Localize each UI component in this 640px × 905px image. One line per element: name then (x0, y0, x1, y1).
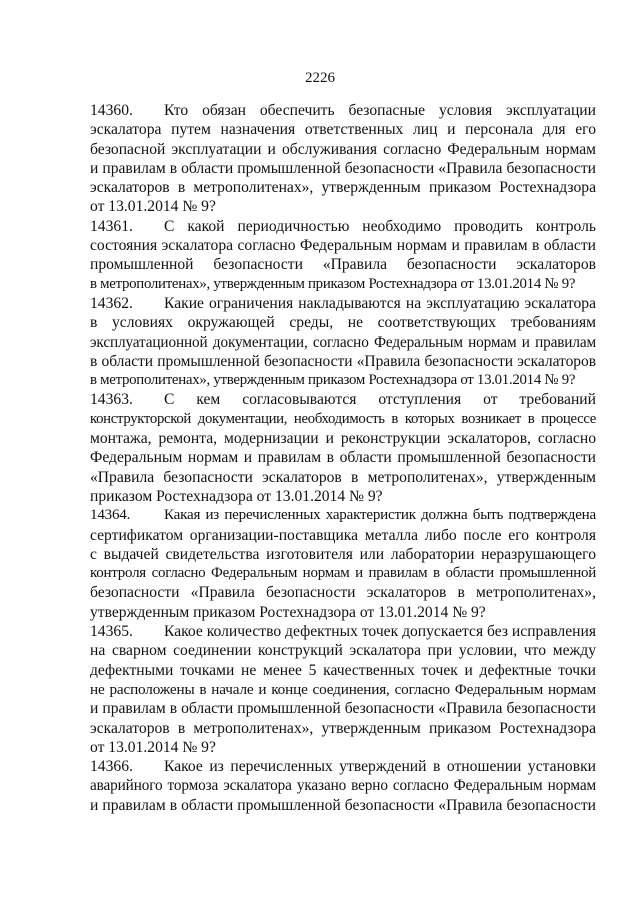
question-text-line: приказом Ростехнадзора от 13.01.2014 № 9? (90, 487, 383, 505)
question-text-line: дефектными точками не менее 5 качественных точек и дефектные точки (90, 661, 596, 679)
question-text-line: «Правила безопасности эскалаторов в метрополитенах», утвержденным (90, 468, 596, 486)
question-text: Какое из перечисленных утверждений в отношении установки (164, 758, 596, 776)
question-14362 (90, 294, 596, 390)
question-number: 14361. (90, 217, 133, 235)
question-text: Кто обязан обеспечить безопасные условия эксплуатации (164, 102, 596, 119)
question-text-line: безопасной эксплуатации и обслуживания согласно Федеральным нормам (90, 140, 596, 158)
question-text-line: Федеральным нормам и правилам в области промышленной безопасности (90, 449, 596, 467)
question-text-line: монтажа, ремонта, модернизации и реконструкции эскалаторов, согласно (90, 430, 596, 448)
question-text-line: эскалаторов в метрополитенах», утвержденным приказом Ростехнадзора (90, 179, 596, 197)
question-text-line: и правилам в области промышленной безопасности «Правила безопасности (90, 700, 596, 718)
question-text-line: промышленной безопасности «Правила безопасности эскалаторов (90, 256, 596, 274)
question-14365 (90, 622, 596, 757)
question-first-line (90, 390, 596, 409)
question-text: Какие ограничения накладываются на эксплуатацию эскалатора (164, 294, 596, 312)
question-number: 14360. (90, 102, 133, 119)
question-text-line: контроля согласно Федеральным нормам и правилам в области промышленной (90, 565, 596, 582)
question-text-line: в условиях окружающей среды, не соответствующих требованиям (90, 314, 596, 332)
question-text-line: и правилам в области промышленной безопасности «Правила безопасности (90, 796, 596, 814)
document-body (90, 101, 596, 815)
question-14364 (90, 506, 596, 622)
question-text-line: сертификатом организации-поставщика металла либо после его контроля (90, 526, 596, 544)
question-14363 (90, 390, 596, 506)
question-first-line (90, 101, 596, 120)
question-first-line (90, 757, 596, 776)
question-text-line: от 13.01.2014 № 9? (90, 198, 216, 216)
question-text: Какая из перечисленных характеристик должна быть подтверждена (164, 507, 596, 524)
question-text-line: и правилам в области промышленной безопасности «Правила безопасности (90, 159, 596, 177)
question-text-line: эскалатора путем назначения ответственных лиц и персонала для его (90, 121, 596, 139)
question-text: С кем согласовываются отступления от требований (164, 391, 596, 409)
question-text-line: безопасности «Правила безопасности эскалаторов в метрополитенах», (90, 584, 596, 602)
question-text-line: состояния эскалатора согласно Федеральным нормам и правилам в области (90, 237, 596, 255)
page-number: 2226 (305, 70, 335, 86)
question-text-line: с выдачей свидетельства изготовителя или лаборатории неразрушающего (90, 545, 596, 563)
question-text-line: в метрополитенах», утвержденным приказом Ростехнадзора от 13.01.2014 № 9? (90, 275, 576, 292)
question-text: С какой периодичностью необходимо проводить контроль (164, 217, 596, 235)
question-14361 (90, 217, 596, 294)
question-number: 14362. (90, 294, 133, 312)
question-first-line (90, 217, 596, 236)
question-first-line (90, 622, 596, 641)
question-text-line: не расположены в начале и конце соединения, согласно Федеральным нормам (90, 680, 596, 698)
question-text-line: от 13.01.2014 № 9? (90, 738, 216, 756)
question-text-line: аварийного тормоза эскалатора указано верно согласно Федеральным нормам (90, 777, 596, 795)
question-number: 14366. (90, 758, 133, 776)
question-first-line (90, 294, 596, 313)
question-number: 14363. (90, 391, 133, 409)
question-text-line: эксплуатационной документации, согласно Федеральным нормам и правилам (90, 333, 596, 351)
question-number: 14365. (90, 623, 133, 641)
question-14360 (90, 101, 596, 217)
question-text-line: в области промышленной безопасности «Правила безопасности эскалаторов (90, 352, 596, 370)
question-text-line: в метрополитенах», утвержденным приказом Ростехнадзора от 13.01.2014 № 9? (90, 372, 576, 389)
question-text: Какое количество дефектных точек допускается без исправления (164, 623, 596, 641)
question-text-line: конструкторской документации, необходимость в которых возникает в процессе (90, 410, 596, 427)
question-first-line (90, 506, 596, 525)
question-text-line: эскалаторов в метрополитенах», утвержденным приказом Ростехнадзора (90, 719, 596, 737)
question-number: 14364. (90, 507, 131, 524)
question-text-line: утвержденным приказом Ростехнадзора от 13.01.2014 № 9? (90, 603, 486, 621)
question-text-line: на сварном соединении конструкций эскалатора при условии, что между (90, 642, 596, 660)
question-14366 (90, 757, 596, 815)
